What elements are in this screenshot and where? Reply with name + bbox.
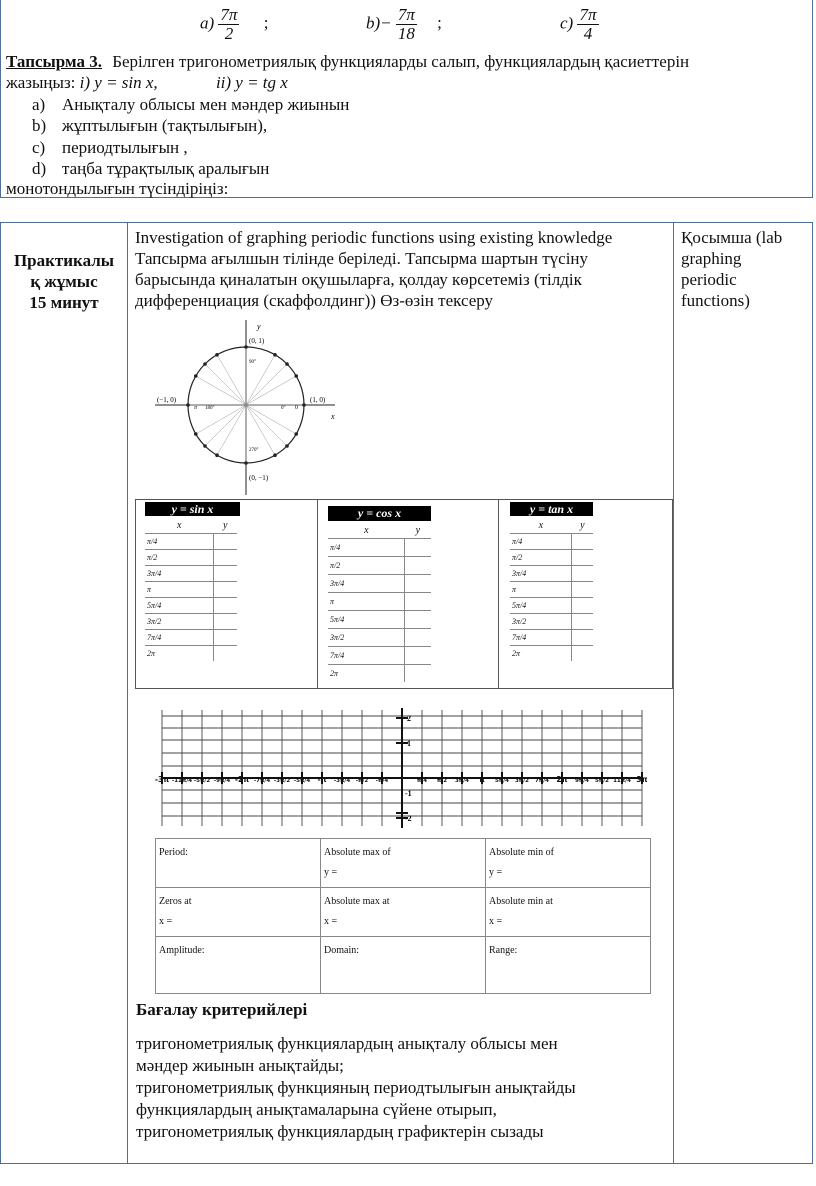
answer-a-num: 7π: [220, 5, 238, 24]
resource-line: periodic: [681, 270, 737, 289]
x-cell: π/4: [145, 534, 213, 550]
x-cell: 5π/4: [328, 611, 405, 629]
criteria-line: тригонометриялық функциялардың анықталу облысы мен: [136, 1034, 558, 1053]
col-divider-2: [673, 223, 674, 1163]
x-cell: 3π/4: [145, 566, 213, 582]
x-axis-label: -7π/4: [253, 778, 271, 784]
deg-180: 180°: [205, 406, 215, 411]
prop-value: x =: [489, 916, 503, 927]
prop-domain[interactable]: [321, 937, 486, 994]
resource-line: Қосымша (lab: [681, 228, 783, 247]
col-y: y: [572, 517, 593, 534]
x-axis-label: -π: [317, 775, 327, 784]
x-cell: 3π/2: [510, 614, 572, 630]
prop-period[interactable]: [156, 839, 321, 888]
item-mark: b): [32, 116, 47, 135]
vt-divider: [317, 500, 318, 688]
unit-circle-point: [244, 461, 248, 465]
prop-range[interactable]: [486, 937, 651, 994]
label-line: Практикалы: [13, 251, 115, 270]
answer-b-den: 18: [397, 24, 415, 43]
unit-circle-ray: [205, 364, 246, 405]
point-bottom: (0, −1): [249, 474, 269, 482]
unit-circle-ray: [246, 376, 296, 405]
y-cell[interactable]: [405, 593, 431, 611]
answer-c-label: c): [560, 13, 574, 33]
unit-circle-point: [294, 432, 298, 436]
answer-c-den: 4: [583, 24, 593, 43]
unit-circle-ray: [196, 405, 246, 434]
x-axis-label: -5π/2: [193, 778, 211, 784]
x-axis-label: 5π/2: [594, 778, 610, 784]
answer-b-label: b)−: [366, 13, 392, 33]
properties-table: [155, 838, 651, 994]
resource-line: graphing: [681, 249, 742, 268]
graph-grid: [150, 706, 650, 830]
unit-circle-point: [203, 362, 207, 366]
x-axis-label: π: [479, 775, 485, 784]
item-text: Анықталу облысы мен мәндер жиынын: [62, 95, 350, 114]
task3-line1: [6, 51, 689, 72]
task3-title: Тапсырма 3.: [6, 52, 102, 71]
col-x: x: [145, 517, 213, 534]
desc-line: барысында қиналатын оқушыларға, қолдау көрсетеміз (тілдік: [135, 270, 582, 289]
prop-label: Zeros at: [159, 896, 192, 907]
unit-circle-ray: [217, 405, 246, 455]
y-cell[interactable]: [405, 539, 431, 557]
task3-item-c: [32, 137, 188, 158]
cos-table-title: y = cos x: [328, 506, 431, 521]
resources: [681, 227, 782, 311]
prop-value: y =: [324, 867, 338, 878]
x-cell: 7π/4: [510, 630, 572, 646]
answer-a: [200, 6, 268, 43]
x-cell: 3π/2: [328, 629, 405, 647]
x-axis-label: 7π/4: [534, 778, 550, 784]
unit-circle-ray: [246, 405, 296, 434]
sep: ;: [263, 13, 269, 33]
x-axis-label: -2π: [234, 775, 250, 784]
y-cell[interactable]: [572, 582, 593, 598]
x-axis-label: 2π: [556, 775, 568, 784]
col-divider-1: [127, 223, 128, 1163]
x-axis-label: 9π/4: [574, 778, 590, 784]
x-cell: 3π/4: [328, 575, 405, 593]
x-cell: π/2: [145, 550, 213, 566]
x-cell: π/4: [328, 539, 405, 557]
label-line: 15 минут: [29, 293, 99, 312]
tan-table-title: y = tan x: [510, 502, 593, 516]
deg-270: 270°: [249, 448, 259, 453]
x-axis-label: -π/4: [375, 778, 389, 784]
unit-circle-ray: [246, 405, 287, 446]
y-cell[interactable]: [405, 557, 431, 575]
x-cell: 5π/4: [510, 598, 572, 614]
task3-item-d: [32, 158, 270, 179]
prop-abs-min-at[interactable]: [486, 888, 651, 937]
y-cell[interactable]: [213, 566, 237, 582]
sep: ;: [437, 13, 442, 33]
vt-divider: [498, 500, 499, 688]
y-cell[interactable]: [213, 598, 237, 614]
axis-y-label: y: [257, 322, 261, 331]
fn-tg: ii) y = tg x: [215, 73, 288, 92]
y-cell[interactable]: [213, 630, 237, 646]
y-cell[interactable]: [405, 647, 431, 665]
x-cell: π: [145, 582, 213, 598]
y-label-neg1: -1: [405, 789, 412, 798]
y-cell[interactable]: [572, 630, 593, 646]
x-cell: 7π/4: [328, 647, 405, 665]
x-cell: π/4: [510, 534, 572, 550]
unit-circle-point: [302, 403, 306, 407]
y-cell[interactable]: [213, 550, 237, 566]
unit-circle-ray: [246, 364, 287, 405]
prop-amplitude[interactable]: [156, 937, 321, 994]
x-axis-label: 3π/2: [514, 778, 530, 784]
unit-circle: [145, 315, 345, 500]
x-cell: 3π/2: [145, 614, 213, 630]
criteria-line: мәндер жиынын анықтайды;: [136, 1056, 344, 1075]
task3-item-b: [32, 115, 268, 136]
col-y: y: [213, 517, 237, 534]
unit-circle-point: [294, 374, 298, 378]
practical-frame: [0, 222, 813, 1164]
prop-label: Absolute min of: [489, 847, 554, 858]
task3-line1-text: Берілген тригонометриялық функцияларды салып, функциялардың қасиеттерін: [112, 52, 690, 71]
answer-b-num: 7π: [397, 5, 415, 24]
resource-line: functions): [681, 291, 750, 310]
point-right: (1, 0): [310, 396, 326, 404]
label-line: қ жұмыс: [30, 272, 98, 291]
x-cell: π/2: [328, 557, 405, 575]
unit-circle-point: [285, 362, 289, 366]
criteria-line: функциялардың анықтамаларына сүйене отырып,: [136, 1100, 497, 1119]
item-mark: c): [32, 138, 46, 157]
prop-label: Absolute max of: [324, 847, 391, 858]
item-text: периодтылығын ,: [62, 138, 188, 157]
x-cell: 7π/4: [145, 630, 213, 646]
x-axis-label: -3π: [154, 775, 170, 784]
y-cell[interactable]: [405, 611, 431, 629]
y-cell[interactable]: [405, 629, 431, 647]
unit-circle-point: [194, 374, 198, 378]
y-label-1: 1: [407, 739, 411, 748]
item-text: таңба тұрақтылық аралығын: [62, 159, 270, 178]
criteria-list: [136, 1033, 576, 1143]
x-cell: 2π: [147, 649, 156, 658]
item-mark: a): [32, 95, 46, 114]
unit-circle-ray: [205, 405, 246, 446]
prop-value: x =: [324, 916, 338, 927]
item-text: жұптылығын (тақтылығын),: [62, 116, 268, 135]
unit-circle-point: [194, 432, 198, 436]
unit-circle-ray: [196, 376, 246, 405]
unit-circle-point: [273, 453, 277, 457]
prop-abs-min-of[interactable]: [486, 839, 651, 888]
task3-last-line: монотондылығын түсіндіріңіз:: [6, 179, 229, 198]
unit-circle-point: [273, 353, 277, 357]
item-mark: d): [32, 159, 47, 178]
prop-label: Range:: [489, 945, 518, 956]
y-cell[interactable]: [572, 550, 593, 566]
prop-label: Period:: [159, 847, 188, 858]
unit-circle-ray: [217, 355, 246, 405]
rad-pi: π: [194, 405, 198, 411]
x-axis-label: π/4: [416, 778, 428, 784]
y-label-2: 2: [407, 714, 411, 723]
x-axis-label: π/2: [436, 778, 448, 784]
unit-circle-point: [203, 444, 207, 448]
x-axis-label: 3π: [636, 775, 648, 784]
desc-line: Тапсырма ағылшын тілінде беріледі. Тапсырма шартын түсіну: [135, 249, 589, 268]
x-axis-label: -3π/2: [273, 778, 291, 784]
y-cell[interactable]: [572, 598, 593, 614]
point-top: (0, 1): [249, 337, 265, 345]
sin-table-title: y = sin x: [145, 502, 240, 516]
x-cell: π: [328, 593, 405, 611]
x-axis-label: -5π/4: [293, 778, 311, 784]
y-cell[interactable]: [572, 646, 593, 662]
point-left: (−1, 0): [157, 396, 177, 404]
x-cell: 3π/4: [510, 566, 572, 582]
x-axis-label: -3π/4: [333, 778, 351, 784]
rad-0: 0: [295, 405, 298, 411]
practical-description: [135, 227, 612, 311]
answer-b: [366, 6, 442, 43]
prop-abs-max-at[interactable]: [321, 888, 486, 937]
y-cell[interactable]: [572, 614, 593, 630]
criteria-title: Бағалау критерийлері: [136, 1000, 308, 1019]
prop-label: Absolute min at: [489, 896, 553, 907]
x-axis-label: 11π/4: [613, 778, 631, 784]
unit-circle-point: [186, 403, 190, 407]
col-x: x: [510, 517, 572, 534]
answer-a-den: 2: [224, 24, 234, 43]
y-cell[interactable]: [213, 614, 237, 630]
prop-label: Domain:: [324, 945, 359, 956]
x-cell: π: [510, 582, 572, 598]
task3-line2: [6, 72, 288, 93]
desc-line: дифференциация (скаффолдинг)) Өз-өзін тексеру: [135, 291, 494, 310]
prop-value: y =: [489, 867, 503, 878]
axis-x-label: x: [331, 412, 335, 421]
prop-zeros[interactable]: [156, 888, 321, 937]
x-cell: 5π/4: [145, 598, 213, 614]
y-cell[interactable]: [213, 582, 237, 598]
x-axis-label: -π/2: [355, 778, 369, 784]
y-cell[interactable]: [213, 534, 237, 550]
y-cell[interactable]: [572, 566, 593, 582]
x-cell: π/2: [510, 550, 572, 566]
col-x: x: [328, 522, 405, 539]
practical-label: [2, 250, 126, 313]
prop-value: x =: [159, 916, 173, 927]
prop-label: Amplitude:: [159, 945, 205, 956]
desc-line: Investigation of graphing periodic functions using existing knowledge: [135, 228, 613, 247]
prop-label: Absolute max at: [324, 896, 390, 907]
unit-circle-point: [215, 353, 219, 357]
tan-table: [510, 517, 593, 661]
col-y: y: [405, 522, 431, 539]
answer-a-label: a): [200, 13, 215, 33]
answer-c-num: 7π: [579, 5, 597, 24]
x-axis-label: 5π/4: [494, 778, 510, 784]
y-cell[interactable]: [405, 575, 431, 593]
task3-line2-text: жазыңыз:: [6, 73, 80, 92]
criteria-line: тригонометриялық функцияның периодтылығын анықтайды: [136, 1078, 576, 1097]
unit-circle-point: [244, 345, 248, 349]
x-axis-label: 3π/4: [454, 778, 470, 784]
task3-item-a: [32, 94, 350, 115]
deg-90: 90°: [249, 360, 256, 365]
x-cell: 2π: [512, 649, 521, 658]
x-cell: 2π: [330, 669, 339, 678]
deg-0: 0°: [281, 406, 286, 411]
y-label-neg2: -2: [405, 814, 412, 823]
unit-circle-point: [215, 453, 219, 457]
x-axis-label: -9π/4: [213, 778, 231, 784]
unit-circle-point: [285, 444, 289, 448]
prop-abs-max-of[interactable]: [321, 839, 486, 888]
cos-table: [328, 522, 431, 682]
y-cell[interactable]: [213, 646, 237, 662]
sin-table: [145, 517, 237, 661]
y-cell[interactable]: [572, 534, 593, 550]
fn-sin: i) y = sin x,: [79, 73, 158, 92]
y-cell[interactable]: [405, 665, 431, 683]
x-axis-label: -11π/4: [171, 778, 193, 784]
criteria-line: тригонометриялық функциялардың графиктерін сызады: [136, 1122, 544, 1141]
answer-c: [560, 6, 599, 43]
